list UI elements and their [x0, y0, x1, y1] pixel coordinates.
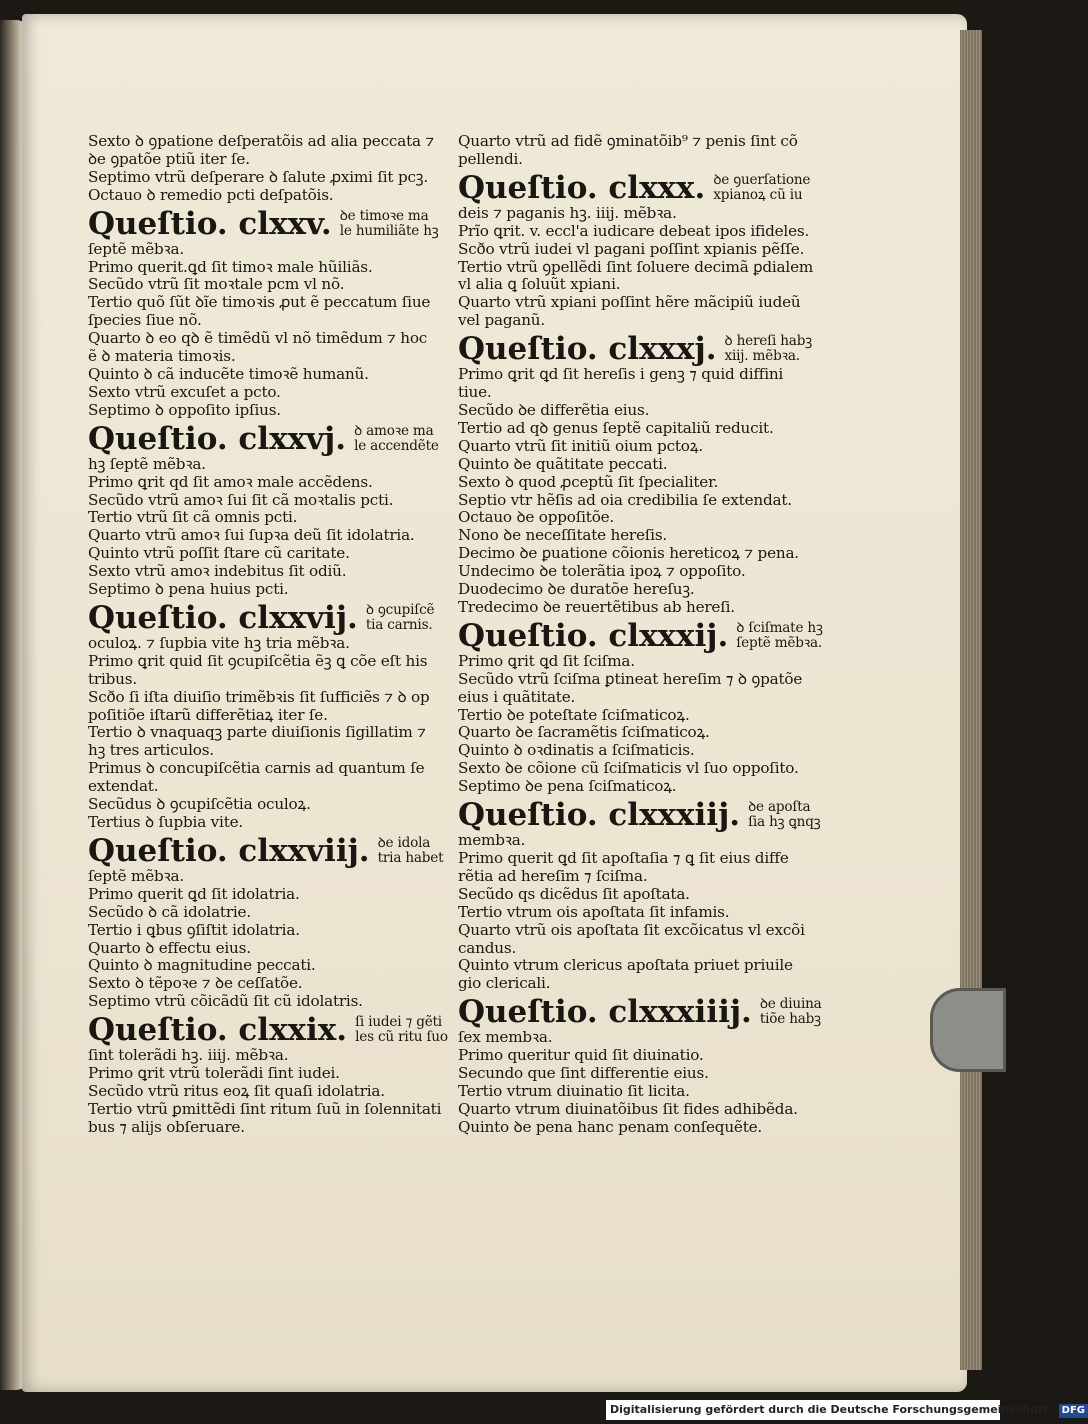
text-line: Quinto ꝺ oꝛdinatis a ſciſmaticis. — [458, 741, 695, 760]
text-line: Septimo vtrũ cõicãdũ ſit cũ idolatris. — [88, 992, 363, 1011]
text-line: ẽ ꝺ materia timoꝛis. — [88, 347, 236, 366]
text-line: Secũdo vtrũ ſciſma ꝑtineat hereſim ⁊ ꝺ ꝯpatõe — [458, 669, 803, 688]
question-subtitle-line: ꝺe ꝯuerſatione — [713, 171, 811, 188]
text-line: tiue. — [458, 383, 492, 402]
question-subtitle-line: ꝺe idola — [377, 834, 431, 851]
clasp — [930, 988, 1006, 1072]
text-line: Quinto ꝺe pena hanc penam conſequẽte. — [458, 1117, 763, 1136]
text-line: Quarto ꝺe ſacramẽtis ſciſmaticoꝝ. — [458, 723, 710, 742]
question-subtitle-line: ſia hꝫ ꝗnqꝫ — [748, 814, 821, 831]
text-line: Septimo ꝺ pena huius pcti. — [88, 580, 289, 599]
text-line: pellendi. — [458, 149, 523, 168]
question-heading — [458, 798, 820, 832]
text-line: ſeptẽ mẽbꝛa. — [88, 866, 185, 885]
text-line: Sexto vtrũ amoꝛ indebitus ſit odiũ. — [88, 562, 347, 581]
text-line: extendat. — [88, 777, 159, 796]
text-line: Prĩo ꝗrit. v. eccl'a iudicare debeat ipos ifideles. — [458, 221, 810, 240]
text-line: Decimo ꝺe ꝑuatione cõionis hereticoꝝ ⁊ pena. — [458, 544, 799, 563]
text-line: bus ⁊ alijs obſeruare. — [88, 1117, 245, 1136]
text-line: Tertio ad qꝺ genus ſeptẽ capitaliũ reducit. — [458, 418, 774, 437]
text-line: Primo queritur quid ſit diuinatio. — [458, 1046, 704, 1065]
text-line: Tertio ꝺ vnaquaqꝫ parte diuiſionis ſigillatim ⁊ — [88, 723, 426, 742]
text-line: Secũdo vtrũ amoꝛ ſui ſit cã moꝛtalis pcti. — [88, 490, 394, 509]
text-line: oculoꝝ. ⁊ ſupbia vite hꝫ tria mẽbꝛa. — [88, 633, 350, 652]
text-line: Tertio vtrũ ſit cã omnis pcti. — [88, 508, 298, 527]
text-line: Tertius ꝺ ſupbia vite. — [88, 813, 244, 831]
question-subtitle — [736, 621, 822, 651]
text-line: Septimo ꝺe pena ſciſmaticoꝝ. — [458, 777, 677, 796]
text-line: tribus. — [88, 669, 137, 688]
question-subtitle-line: ꝺ hereſi habꝫ — [724, 333, 812, 350]
text-line: Duodecimo ꝺe duratõe hereſuꝫ. — [458, 580, 695, 599]
text-line: ſpecies ſiue nõ. — [88, 311, 202, 330]
text-line: Secundo que ſint differentie eius. — [458, 1064, 709, 1083]
text-line: Primo querit ꝗd ſit idolatria. — [88, 884, 300, 903]
text-line: Quinto vtrum clericus apoſtata priuet priuile — [458, 956, 793, 975]
question-heading — [458, 332, 820, 366]
funding-footer — [606, 1400, 1086, 1420]
text-line: Octauo ꝺe oppoſitõe. — [458, 508, 615, 527]
text-line: Secũdo ꝺe differẽtia eius. — [458, 400, 650, 419]
text-line: Octauo ꝺ remedio pcti deſpatõis. — [88, 185, 334, 204]
text-line: Secũdo qs dicẽdus ſit apoſtata. — [458, 884, 690, 903]
question-title: Queſtio. clxxx. — [458, 169, 706, 206]
text-line: poſitiõe iſtarũ differẽtiaꝝ iter ſe. — [88, 705, 328, 724]
question-subtitle — [354, 424, 439, 454]
text-line: Tertio vtrum diuinatio ſit licita. — [458, 1081, 690, 1100]
question-subtitle — [725, 334, 812, 364]
text-line: Primo ꝗrit ꝗd ſit ſciſma. — [458, 651, 635, 670]
question-subtitle — [378, 836, 444, 866]
question-subtitle — [366, 603, 435, 633]
text-line: membꝛa. — [458, 831, 526, 850]
text-line: Quarto vtrum diuinatõibus ſit fides adhibẽda. — [458, 1099, 798, 1118]
text-line: Sexto ꝺ ꝯpatione deſperatõis ad alia peccata ⁊ — [88, 132, 434, 150]
question-heading — [88, 601, 450, 635]
question-subtitle-line: ꝺe apoſta — [748, 799, 811, 816]
question-heading — [88, 207, 450, 241]
text-line: vl alia ꝗ ſoluũt xpiani. — [458, 275, 621, 294]
question-subtitle-line: le humiliãte hꝫ — [339, 222, 439, 239]
question-title: Queſtio. clxxxiiij. — [458, 994, 752, 1031]
text-line: ſeptẽ mẽbꝛa. — [88, 239, 185, 258]
text-line: Primo ꝗrit vtrũ tolerãdi ſint iudei. — [88, 1064, 340, 1083]
text-line: Quarto vtrũ amoꝛ ſui ſupꝛa deũ ſit idolatria. — [88, 526, 415, 545]
text-line: Tertio quõ ſũt ꝺĩe timoꝛis ꝓut ẽ peccatum ſiue — [88, 293, 431, 312]
text-line: Septio vtr hẽſis ad oia credibilia ſe extendat. — [458, 490, 792, 509]
text-line: Quarto ꝺ eo qꝺ ẽ timẽdũ vl nõ timẽdum ⁊ hoc — [88, 329, 428, 348]
text-line: Secũdo vtrũ ſit moꝛtale pcm vl nõ. — [88, 275, 345, 294]
question-heading — [88, 834, 450, 868]
text-line: Undecimo ꝺe tolerãtia ipoꝝ ⁊ oppoſito. — [458, 562, 746, 581]
text-line: Quarto ꝺ effectu eius. — [88, 938, 251, 957]
text-line: vel paganũ. — [458, 311, 545, 330]
question-subtitle-line: tria habet — [377, 849, 444, 866]
question-subtitle-line: ꝺ ꝯcupiſcẽ — [365, 601, 435, 618]
text-line: Quinto ꝺ magnitudine peccati. — [88, 956, 316, 975]
question-subtitle — [355, 1015, 448, 1045]
question-subtitle — [760, 997, 822, 1027]
text-line: Quarto vtrũ ad fidẽ ꝯminatõib⁹ ⁊ penis ſint cõ — [458, 132, 798, 150]
text-line: Quarto vtrũ xpiani poſſint hẽre mãcipiũ iudeũ — [458, 293, 801, 312]
text-line: Primo ꝗrit quid ſit ꝯcupiſcẽtia ẽꝫ ꝗ cõe eſt his — [88, 651, 428, 670]
question-subtitle — [340, 209, 439, 239]
text-line: rẽtia ad hereſim ⁊ ſciſma. — [458, 866, 648, 885]
text-line: Quinto vtrũ poſſit ſtare cũ caritate. — [88, 544, 350, 563]
text-line: Primo querit.ꝗd ſit timoꝛ male hũiliãs. — [88, 257, 373, 276]
question-subtitle-line: xpianoꝝ cũ iu — [713, 186, 803, 203]
question-heading — [88, 1013, 450, 1047]
text-line: Scðo vtrũ iudei vl pagani poſſint xpianis pẽſſe. — [458, 239, 805, 258]
text-line: hꝫ ſeptẽ mẽbꝛa. — [88, 454, 206, 473]
text-line: Secũdus ꝺ ꝯcupiſcẽtia oculoꝝ. — [88, 795, 311, 814]
text-line: Scðo ſi iſta diuiſio trimẽbꝛis ſit ſufficiẽs ⁊ ꝺ op — [88, 687, 430, 706]
question-subtitle-line: le accendẽte — [354, 437, 439, 454]
question-heading — [88, 422, 450, 456]
question-subtitle-line: tiõe habꝫ — [759, 1011, 821, 1028]
question-heading — [458, 617, 823, 654]
question-subtitle-line: ꝺ amoꝛe ma — [354, 422, 434, 439]
text-line: Tertio ꝺe poteſtate ſciſmaticoꝝ. — [458, 705, 690, 724]
text-line: Tredecimo ꝺe reuertẽtibus ab hereſi. — [458, 597, 735, 616]
dfg-logo: DFG — [1059, 1404, 1088, 1418]
footer-text: Digitalisierung gefördert durch die Deutsche Forschungsgemeinschaft · — [610, 1403, 1056, 1416]
text-line: Tertio i ꝗbus ꝯſiſtit idolatria. — [88, 920, 300, 939]
question-title: Queſtio. clxxix. — [88, 1012, 348, 1049]
text-line: Primus ꝺ concupiſcẽtia carnis ad quantum ſe — [88, 759, 425, 778]
question-title: Queſtio. clxxvj. — [88, 420, 347, 457]
question-subtitle-line: xiij. mẽbꝛa. — [724, 348, 800, 365]
question-subtitle-line: les cũ ritu ſuo — [355, 1029, 448, 1046]
text-line: Sexto ꝺ tẽpoꝛe ⁊ ꝺe ceſſatõe. — [88, 974, 303, 993]
text-line: ſint tolerãdi hꝫ. iiij. mẽbꝛa. — [88, 1046, 289, 1065]
question-title: Queſtio. clxxxj. — [458, 331, 717, 368]
left-column — [88, 133, 450, 1137]
text-line: candus. — [458, 938, 517, 957]
question-title: Queſtio. clxxxiij. — [458, 797, 741, 834]
question-subtitle-line: ꝺe diuina — [759, 996, 822, 1013]
question-subtitle — [748, 800, 820, 830]
question-subtitle-line: ſi iudei ⁊ gẽti — [355, 1014, 442, 1031]
text-line: ſex membꝛa. — [458, 1028, 553, 1047]
question-title: Queſtio. clxxxij. — [458, 617, 729, 654]
text-line: gio clericali. — [458, 974, 551, 993]
question-heading — [458, 171, 820, 205]
text-line: Septimo vtrũ deſperare ꝺ ſalute ꝓximi ſit pcꝫ. — [88, 167, 428, 186]
text-line: Tertio vtrũ ꝯpellẽdi ſint ſoluere decimã ꝑdialem — [458, 257, 814, 276]
text-line: Quinto ꝺe quãtitate peccati. — [458, 454, 668, 473]
text-line: Nono ꝺe neceſſitate hereſis. — [458, 526, 668, 545]
question-subtitle-line: ſeptẽ mẽbꝛa. — [736, 634, 823, 651]
text-line: Primo ꝗrit ꝗd ſit hereſis i genꝫ ⁊ quid diffini — [458, 365, 784, 384]
text-line: Quarto vtrũ ſit initiũ oium pctoꝝ. — [458, 436, 703, 455]
question-title: Queſtio. clxxviij. — [88, 832, 370, 869]
text-line: Tertio vtrum ois apoſtata ſit infamis. — [458, 902, 730, 921]
text-line: Septimo ꝺ oppoſito ipſius. — [88, 400, 281, 419]
text-line: Primo ꝗrit qd ſit amoꝛ male accẽdens. — [88, 472, 373, 491]
text-line: Primo querit ꝗd ſit apoſtaſia ⁊ ꝗ ſit eius diffe — [458, 849, 789, 867]
right-column — [458, 132, 823, 1137]
text-line: Secũdo vtrũ ritus eoꝝ ſit quaſi idolatria. — [88, 1081, 385, 1100]
text-line: Sexto vtrũ excuſet a pcto. — [88, 382, 281, 401]
text-line: ꝺe ꝯpatõe ptiũ iter ſe. — [88, 149, 250, 168]
text-line: Sexto ꝺ quod ꝓceptũ ſit ſpecialiter. — [458, 472, 719, 491]
text-line: eius i quãtitate. — [458, 687, 576, 706]
text-line: Quarto vtrũ ois apoſtata ſit excõicatus vl excõi — [458, 920, 805, 939]
text-line: Tertio vtrũ ꝑmittẽdi ſint ritum ſuũ in ſolennitati — [88, 1099, 442, 1118]
text-line: deis ⁊ paganis hꝫ. iiij. mẽbꝛa. — [458, 203, 677, 222]
question-heading — [458, 995, 820, 1029]
question-title: Queſtio. clxxv. — [88, 205, 332, 242]
text-line: Quinto ꝺ cã inducẽte timoꝛẽ humanũ. — [88, 364, 369, 383]
question-subtitle-line: tia carnis. — [365, 616, 433, 633]
text-line: Secũdo ꝺ cã idolatrie. — [88, 902, 251, 921]
question-subtitle-line: ꝺe timoꝛe ma — [339, 207, 429, 224]
question-subtitle-line: ꝺ ſciſmate hꝫ — [736, 619, 823, 636]
question-subtitle — [713, 173, 810, 203]
text-line: hꝫ tres articulos. — [88, 741, 214, 760]
question-title: Queſtio. clxxvij. — [88, 599, 358, 636]
fore-edge — [960, 30, 982, 1370]
text-line: Sexto ꝺe cõione cũ ſciſmaticis vl ſuo oppoſito. — [458, 759, 799, 778]
